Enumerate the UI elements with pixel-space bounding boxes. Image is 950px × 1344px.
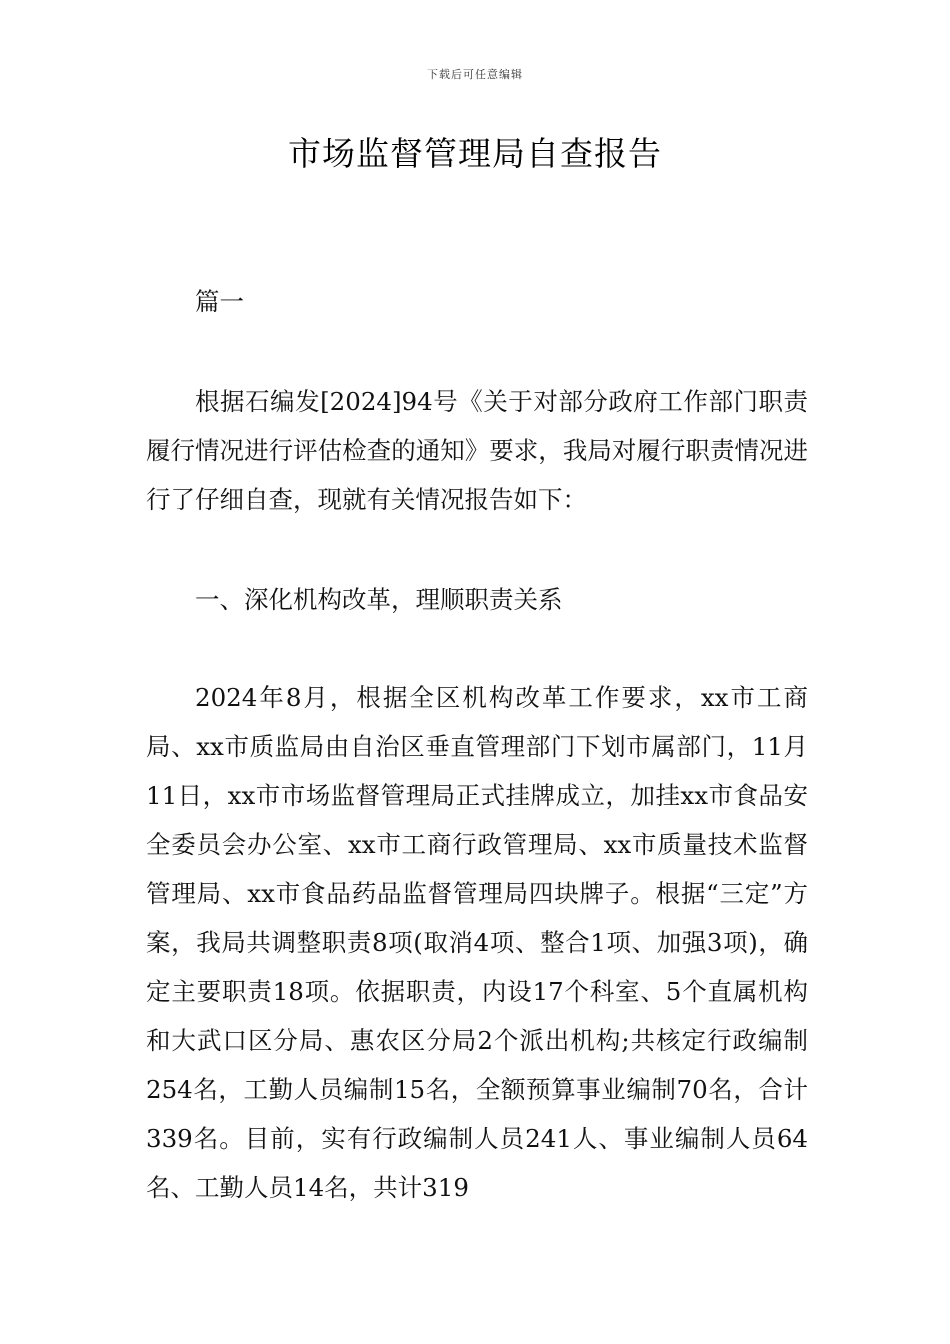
- paragraph-body: 2024年8月，根据全区机构改革工作要求，xx市工商局、xx市质监局由自治区垂直管理部门下划市属部门，11月11日，xx市市场监督管理局正式挂牌成立，加挂xx市食品安全委员会办公室、xx市工商行政管理局、xx市质量技术监督管理局、xx市食品药品监督管理局四块牌子。根据“三定”方案，我局共调整职责8项(取消4项、整合1项、加强3项)，确定主要职责18项。依据职责，内设17个科室、5个直属机构和大武口区分局、惠农区分局2个派出机构;共核定行政编制254名，工勤人员编制15名，全额预算事业编制70名，合计339名。目前，实有行政编制人员241人、事业编制人员64名、工勤人员14名，共计319: [146, 683, 808, 1202]
- header-note: 下载后可任意编辑: [427, 68, 523, 81]
- document-title: 市场监督管理局自查报告: [288, 134, 662, 173]
- paragraph-intro: 根据石编发[2024]94号《关于对部分政府工作部门职责履行情况进行评估检查的通知》要求，我局对履行职责情况进行了仔细自查，现就有关情况报告如下：: [146, 387, 808, 514]
- section-label: 篇一: [195, 287, 244, 316]
- section-heading: 一、深化机构改革，理顺职责关系: [195, 585, 563, 614]
